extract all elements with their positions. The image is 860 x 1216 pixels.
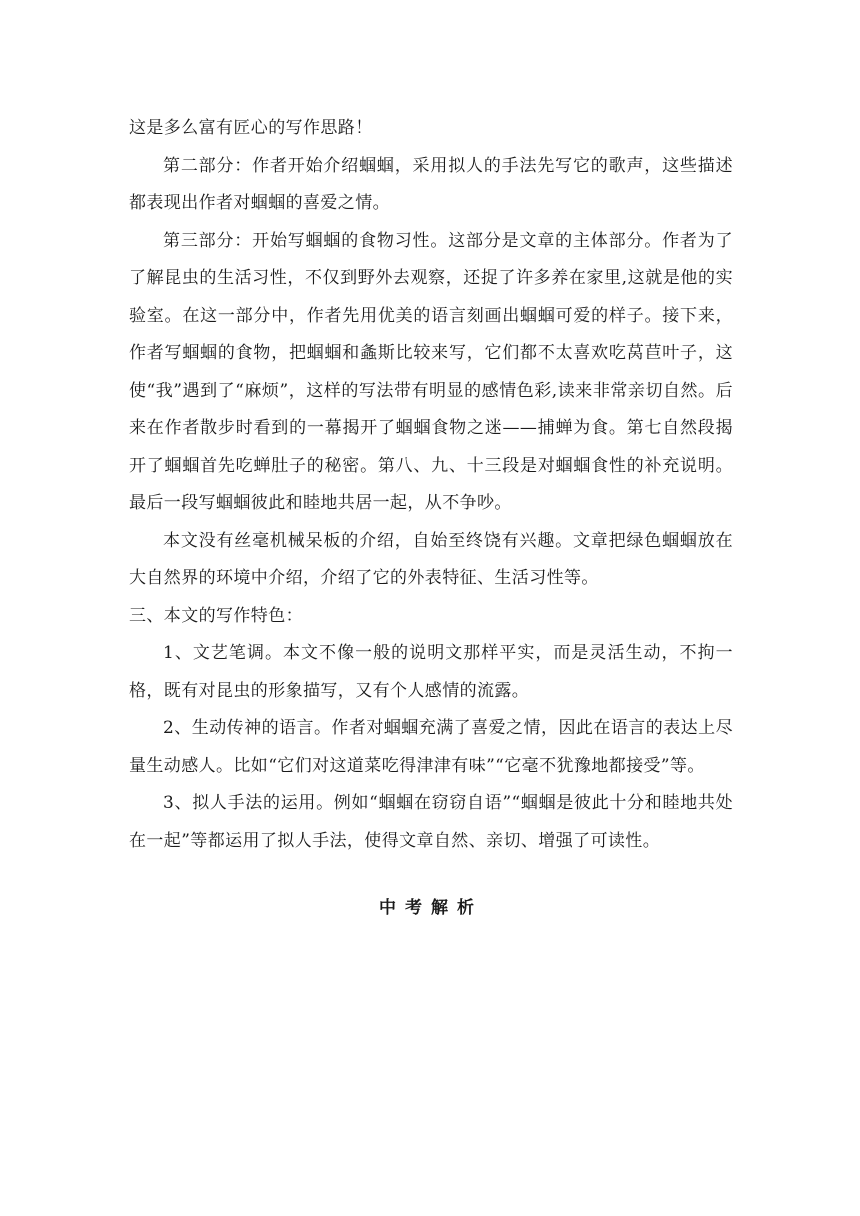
paragraph-part-three: 第三部分：开始写蝈蝈的食物习性。这部分是文章的主体部分。作者为了了解昆虫的生活习性，不仅到野外去观察，还捉了许多养在家里,这就是他的实验室。在这一部分中，作者先用优美的语言刻画出蝈蝈可爱的样子。接下来，作者写蝈蝈的食物，把蝈蝈和螽斯比较来写，它们都不太喜欢吃莴苣叶子，这使“我”遇到了“麻烦”，这样的写法带有明显的感情色彩,读来非常亲切自然。后来在作者散步时看到的一幕揭开了蝈蝈食物之迷——捕蝉为食。第七自然段揭开了蝈蝈首先吃蝉肚子的秘密。第八、九、十三段是对蝈蝈食性的补充说明。最后一段写蝈蝈彼此和睦地共居一起，从不争吵。 bbox=[129, 230, 733, 513]
paragraph-summary: 本文没有丝毫机械呆板的介绍，自始至终饶有兴趣。文章把绿色蝈蝈放在大自然界的环境中介绍，介绍了它的外表特征、生活习性等。 bbox=[129, 530, 733, 588]
feature-item-2: 2、生动传神的语言。作者对蝈蝈充满了喜爱之情，因此在语言的表达上尽量生动感人。比如“它们对这道菜吃得津津有味”“它毫不犹豫地都接受”等。 bbox=[129, 718, 733, 776]
paragraph-continuation: 这是多么富有匠心的写作思路！ bbox=[129, 118, 373, 138]
section-heading-exam-analysis: 中考解析 bbox=[379, 898, 483, 918]
paragraph-part-two: 第二部分：作者开始介绍蝈蝈，采用拟人的手法先写它的歌声，这些描述都表现出作者对蝈蝈的喜爱之情。 bbox=[129, 155, 733, 213]
feature-item-3: 3、拟人手法的运用。例如“蝈蝈在窃窃自语”“蝈蝈是彼此十分和睦地共处在一起”等都运用了拟人手法，使得文章自然、亲切、增强了可读性。 bbox=[129, 793, 733, 851]
feature-item-1: 1、文艺笔调。本文不像一般的说明文那样平实，而是灵活生动，不拘一格，既有对昆虫的形象描写，又有个人感情的流露。 bbox=[129, 643, 733, 701]
document-page bbox=[129, 110, 733, 928]
section-title-writing-features: 三、本文的写作特色： bbox=[129, 605, 303, 626]
